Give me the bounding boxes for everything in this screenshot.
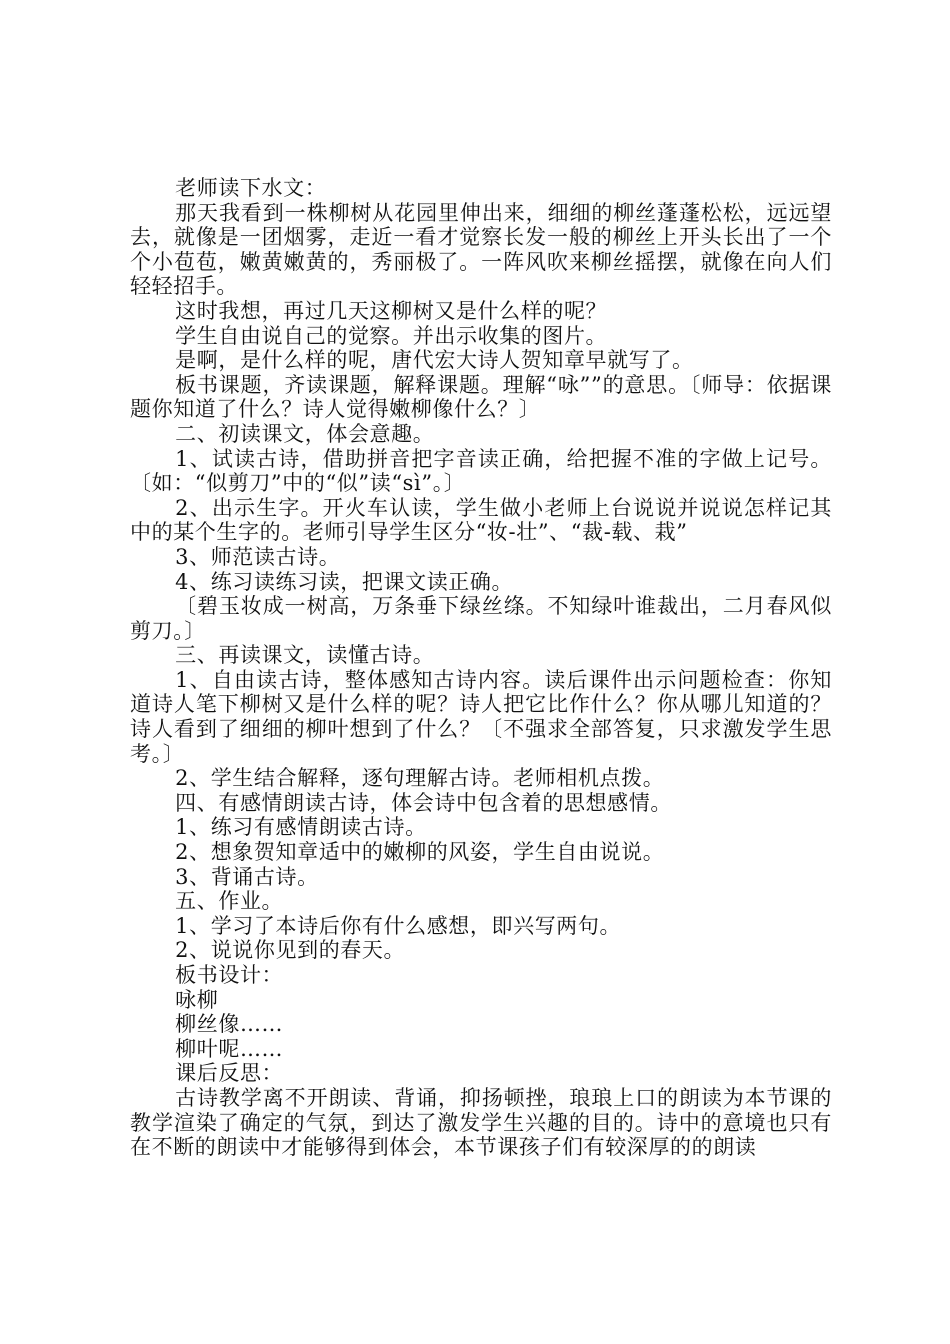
section-heading: 四、有感情朗读古诗，体会诗中包含着的思想感情。 (175, 790, 672, 815)
section-heading: 五、作业。 (175, 889, 284, 914)
paragraph: 2、说说你见到的春天。 (175, 938, 406, 963)
document-body (130, 176, 832, 1160)
paragraph: 板书课题，齐读课题，解释课题。理解“咏””的意思。〔师导：依据课题你知道了什么？诗人觉得嫩柳像什么？〕 (130, 372, 832, 422)
paragraph: 3、背诵古诗。 (175, 864, 319, 889)
paragraph: 学生自由说自己的觉察。并出示收集的图片。 (175, 323, 608, 348)
paragraph: 2、出示生字。开火车认读，学生做小老师上台说说并说说怎样记其中的某个生字的。老师引导学生区分“妆-壮”、“裁-载、栽” (130, 495, 832, 545)
board-line: 柳丝像…… (175, 1012, 284, 1037)
paragraph: 那天我看到一株柳树从花园里伸出来，细细的柳丝蓬蓬松松，远远望去，就像是一团烟雾，走近一看才觉察长发一般的柳丝上开头长出了一个个小苞苞，嫩黄嫩黄的，秀丽极了。一阵风吹来柳丝摇摆，就像在向人们轻轻招手。 (130, 200, 832, 299)
paragraph: 这时我想，再过几天这柳树又是什么样的呢？ (175, 298, 608, 323)
section-heading: 板书设计： (175, 963, 284, 987)
paragraph: 2、想象贺知章适中的嫩柳的风姿，学生自由说说。 (175, 840, 665, 865)
paragraph: 老师读下水文： (175, 176, 327, 200)
paragraph: 1、练习有感情朗读古诗。 (175, 815, 427, 840)
section-heading: 三、再读课文，读懂古诗。 (175, 643, 435, 668)
board-title: 咏柳 (175, 987, 219, 1012)
paragraph: 是啊，是什么样的呢，唐代宏大诗人贺知章早就写了。 (175, 348, 694, 373)
paragraph: 1、试读古诗，借助拼音把字音读正确，给把握不准的字做上记号。〔如：“似剪刀”中的“似”读“sì”。〕 (130, 446, 832, 496)
paragraph: 1、学习了本诗后你有什么感想，即兴写两句。 (175, 913, 622, 938)
section-heading: 二、初读课文，体会意趣。 (175, 421, 435, 446)
paragraph: 3、师范读古诗。 (175, 544, 341, 569)
paragraph: 1、自由读古诗，整体感知古诗内容。读后课件出示问题检查：你知道诗人笔下柳树又是什么样的呢？诗人把它比作什么？你从哪儿知道的？诗人看到了细细的柳叶想到了什么？〔不强求全部答复，只求激发学生思考。〕 (130, 667, 832, 766)
section-heading: 课后反思： (175, 1061, 284, 1086)
poem-text: 〔碧玉妆成一树高，万条垂下绿丝绦。不知绿叶谁裁出，二月春风似剪刀。〕 (130, 594, 832, 643)
board-line: 柳叶呢…… (175, 1036, 284, 1061)
paragraph: 古诗教学离不开朗读、背诵，抑扬顿挫，琅琅上口的朗读为本节课的教学渲染了确定的气氛，到达了激发学生兴趣的目的。诗中的意境也只有在不断的朗读中才能够得到体会，本节课孩子们有较深厚的的朗读 (130, 1085, 832, 1160)
paragraph: 4、练习读练习读，把课文读正确。 (175, 569, 514, 594)
paragraph: 2、学生结合解释，逐句理解古诗。老师相机点拨。 (175, 766, 665, 791)
